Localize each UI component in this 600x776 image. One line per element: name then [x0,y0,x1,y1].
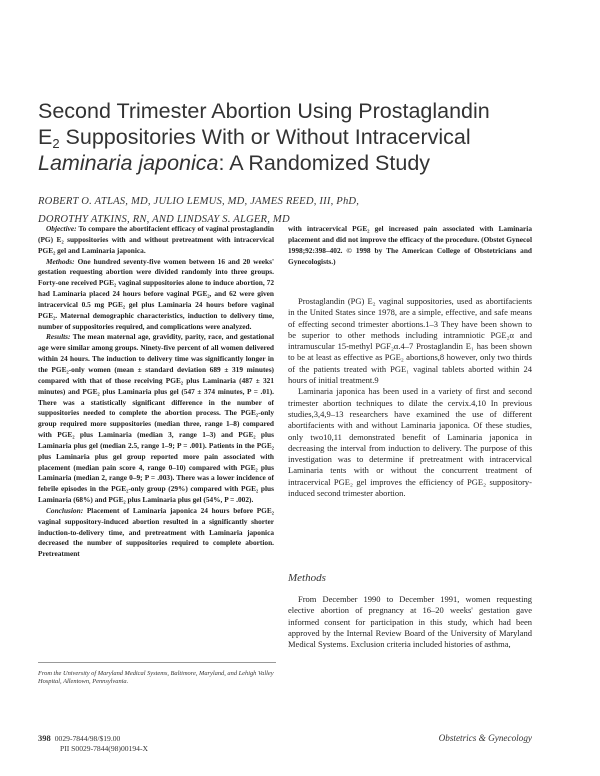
pii: PII S0029-7844(98)00194-X [60,744,148,753]
footnote-divider [38,662,276,663]
methods-paragraph-1: From December 1990 to December 1991, women requesting elective abortion of pregnancy at 16–20 weeks' gestation gave informed consent for participation in this study, which had been approved by the Internal Review Board of the University of Maryland Medical Systems. Exclusion criteria included histories of asthma, [288,594,532,650]
abstract-results: Results: The mean maternal age, gravidity, parity, race, and gestational age were similar among groups. Ninety-five percent of all women delivered within 24 hours. The induction to delivery time was significantly longer in the PGE₂-only women (mean ± standard deviation 689 ± 319 minutes) compared with that of those receiving PGE₂ plus Laminaria (487 ± 321 minutes) and PGE₂ plus Laminaria plus gel (547 ± 374 minutes, P = .01). There was a statistically significant difference in the number of suppositories needed to complete the abortion process. The PGE₂-only group required more suppositories (median three, range 1–8) compared with PGE₂ plus Laminaria (median 3, range 1–3) and PGE₂ plus Laminaria plus gel (median 2.5, range 1–9; P = .001). Patients in the PGE₂ plus Laminaria plus gel group reported more pain associated with placement (median pain score 4, range 0–10) compared with PGE₂ plus Laminaria (median 2, range 0–9; P = .003). There was a lower incidence of febrile episodes in the PGE₂-only group (29%) compared with PGE₂ plus Laminaria (68%) and PGE₂ plus Laminaria plus gel (54%, P = .002). [38,332,274,505]
abstract-continued-text: with intracervical PGE₂ gel increased pain associated with Laminaria placement and did not improve the efficacy of the procedure. (Obstet Gynecol 1998;92:398–402. © 1998 by The American College of Obstetricians and Gynecologists.) [288,224,532,266]
abstract [38,224,274,560]
issn: 0029-7844/98/$19.00 [54,734,121,743]
abstract-objective: Objective: To compare the abortifacient efficacy of vaginal prostaglandin (PG) E₂ suppositories with and without pretreatment with intracervical PGE₂ gel and Laminaria japonica. [38,224,274,255]
abstract-methods: Methods: One hundred seventy-five women between 16 and 20 weeks' gestation requesting abortion were divided randomly into three groups. Forty-one received PGE₂ vaginal suppositories alone to induce abortion, 72 had Laminaria placed 24 hours before vaginal PGE₂, and 62 were given intracervical 0.5 mg PGE₂ gel plus Laminaria 24 hours before vaginal PGE₂. Maternal demographic characteristics, induction to delivery time, number of suppositories required, and complications were analyzed. [38,256,274,331]
journal-name: Obstetrics & Gynecology [438,733,532,743]
intro-paragraph-1: Prostaglandin (PG) E₂ vaginal suppositories, used as abortifacients in the United States since 1978, are a simple, effective, and safe means of effecting second trimester abortions.1–3 They have been shown to be superior to other methods including intramniotic PGE₂α and intramuscular 15-methyl PGF₂α.4–7 Prostaglandin E₁ has been shown to be at least as effective as PGE₂ abortions,8 however, only two thirds of the patients treated with PGE₁ vaginal tablets aborted within 24 hours of initial treatment.9 [288,296,532,386]
title-line-2: $E_2$ Suppositories With or Without Intracervical [38,125,471,151]
methods-heading: Methods [288,572,326,584]
abstract-conclusion: Conclusion: Placement of Laminaria japonica 24 hours before PGE₂ vaginal suppository-induced abortion resulted in a significantly shorter induction-to-delivery time, and pretreatment with Laminaria japonica decreased the number of suppositories required to complete abortion. Pretreatment [38,505,274,559]
affiliation-footnote: From the University of Maryland Medical Systems, Baltimore, Maryland, and Lehigh Valley Hospital, Allentown, Pennsylvania. [38,670,274,686]
abstract-continuation [288,224,532,267]
intro-paragraph-2: Laminaria japonica has been used in a variety of first and second trimester abortion techniques to dilate the cervix.4,10 In previous studies,3,4,9–13 researchers have examined the use of different abortifacients with and without Laminaria japonica. Of these studies, only two10,11 demonstrated benefit of Laminaria japonica in decreasing the interval from induction to delivery. The purpose of this investigation was to determine if pretreatment with intracervical Laminaria tents with or without the concurrent treatment of intracervical PGE₂ gel improves the efficiency of PGE₂ suppository-induced second trimester abortion. [288,386,532,499]
page-number: 398 [38,733,51,743]
title-line-1: Second Trimester Abortion Using Prostaglandin [38,99,490,123]
article-title [38,98,558,176]
authors-line-1: ROBERT O. ATLAS, MD, JULIO LEMUS, MD, JAMES REED, III, PhD, [38,196,360,207]
authors-line-2: DOROTHY ATKINS, RN, AND LINDSAY S. ALGER, MD [38,214,290,225]
title-line-3: Laminaria japonica: A Randomized Study [38,151,431,175]
methods-section [288,594,532,650]
introduction [288,296,532,499]
footer-left [38,733,148,754]
